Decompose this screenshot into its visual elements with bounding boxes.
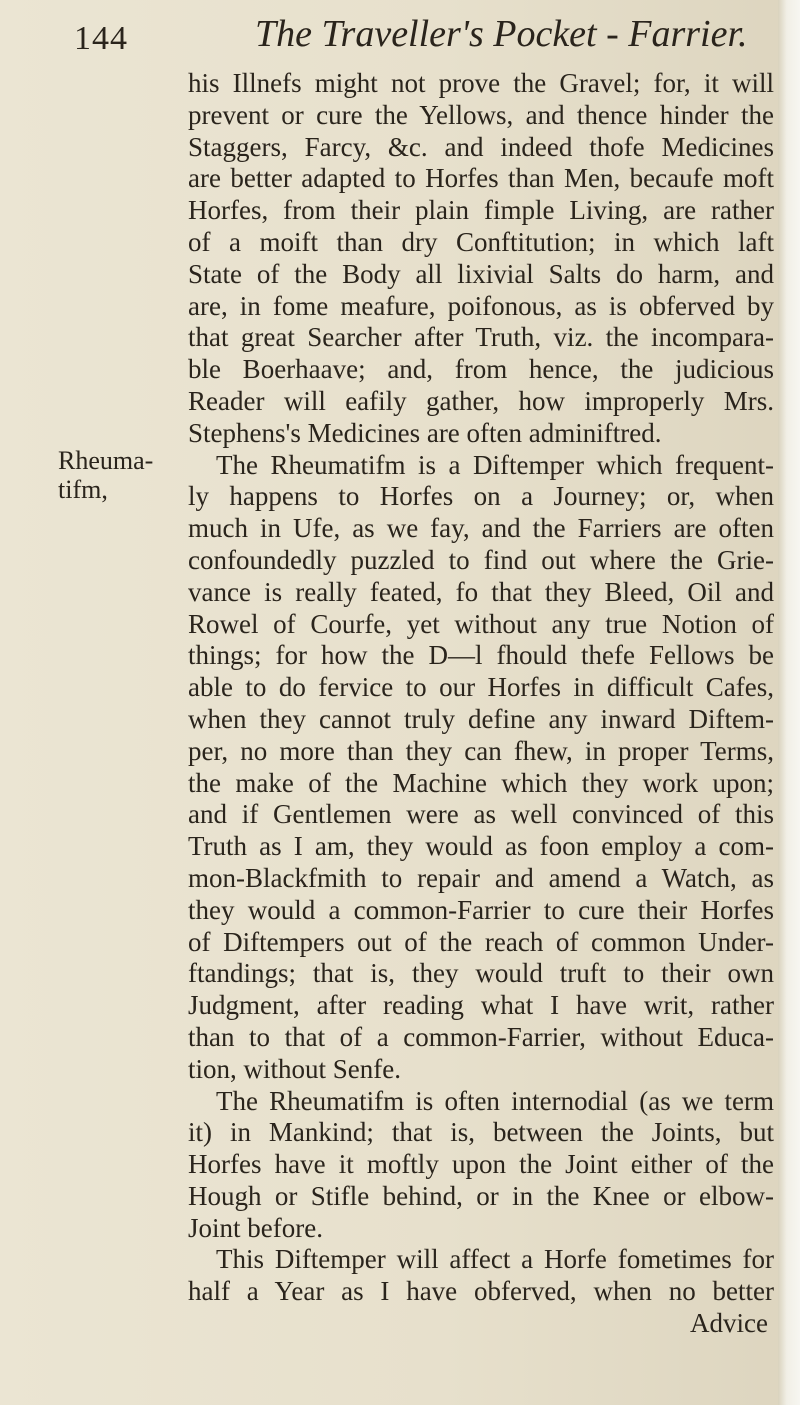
- text-line: half a Year as I have obferved, when no better: [188, 1276, 774, 1307]
- text-line: Rowel of Courfe, yet without any true Notion of: [188, 608, 774, 639]
- text-line: much in Ufe, as we fay, and the Farriers are often: [188, 513, 774, 544]
- margin-note-line: tifm,: [58, 475, 108, 504]
- text-line: Horfes have it moftly upon the Joint either of the: [188, 1149, 774, 1180]
- text-line: Judgment, after reading what I have writ, rather: [188, 990, 774, 1021]
- text-line: able to do fervice to our Horfes in difficult Cafes,: [188, 672, 774, 703]
- text-line: things; for how the D—l fhould thefe Fellows be: [188, 640, 774, 671]
- page-edge: [778, 0, 800, 1405]
- text-line: State of the Body all lixivial Salts do harm, and: [188, 258, 774, 289]
- text-line: Hough or Stifle behind, or in the Knee or elbow-: [188, 1180, 774, 1211]
- text-line: The Rheumatifm is often internodial (as we term: [216, 1085, 774, 1116]
- text-line: per, no more than they can fhew, in proper Terms,: [188, 735, 774, 766]
- text-line: Staggers, Farcy, &c. and indeed thofe Medicines: [188, 131, 774, 162]
- text-line: they would a common-Farrier to cure their Horfes: [188, 894, 774, 925]
- text-line: than to that of a common-Farrier, without Educa-: [188, 1021, 774, 1052]
- text-line: ftandings; that is, they would truft to their own: [188, 958, 774, 989]
- text-line: the make of the Machine which they work upon;: [188, 767, 774, 798]
- text-line: are better adapted to Horfes than Men, becaufe moft: [188, 163, 774, 194]
- text-line: prevent or cure the Yellows, and thence hinder the: [188, 99, 774, 130]
- text-line: vance is really feated, fo that they Bleed, Oil and: [188, 576, 774, 607]
- margin-note: [58, 446, 158, 504]
- text-line: Reader will eafily gather, how improperly Mrs.: [188, 385, 774, 416]
- text-line: This Diftemper will affect a Horfe fometimes for: [216, 1244, 774, 1275]
- text-line: that great Searcher after Truth, viz. the incompara-: [188, 322, 774, 353]
- text-line: Joint before.: [188, 1212, 323, 1243]
- text-line: it) in Mankind; that is, between the Joints, but: [188, 1117, 774, 1148]
- text-line: ble Boerhaave; and, from hence, the judicious: [188, 354, 774, 385]
- text-line: Stephens's Medicines are often adminiftred.: [188, 417, 662, 448]
- catchword: Advice: [690, 1308, 768, 1339]
- running-head: The Traveller's Pocket - Farrier.: [255, 13, 748, 55]
- text-line: when they cannot truly define any inward Diftem-: [188, 703, 774, 734]
- text-line: are, in fome meafure, poifonous, as is obferved by: [188, 290, 774, 321]
- text-line: Horfes, from their plain fimple Living, are rather: [188, 195, 774, 226]
- text-line: and if Gentlemen were as well convinced of this: [188, 799, 774, 830]
- text-line: ly happens to Horfes on a Journey; or, when: [188, 481, 774, 512]
- text-line: mon-Blackfmith to repair and amend a Watch, as: [188, 862, 774, 893]
- page-number: 144: [74, 20, 128, 57]
- text-line: confoundedly puzzled to find out where the Grie-: [188, 544, 774, 575]
- text-line: of Diftempers out of the reach of common Under-: [188, 926, 774, 957]
- text-line: his Illnefs might not prove the Gravel; for, it will: [188, 68, 774, 98]
- margin-note-line: Rheuma-: [58, 446, 154, 475]
- text-line: of a moift than dry Conftitution; in which laft: [188, 226, 774, 257]
- text-line: The Rheumatifm is a Diftemper which frequent-: [216, 449, 774, 480]
- body-text: [188, 68, 774, 1340]
- text-line: tion, without Senfe.: [188, 1053, 401, 1084]
- text-line: Truth as I am, they would as foon employ a com-: [188, 831, 774, 862]
